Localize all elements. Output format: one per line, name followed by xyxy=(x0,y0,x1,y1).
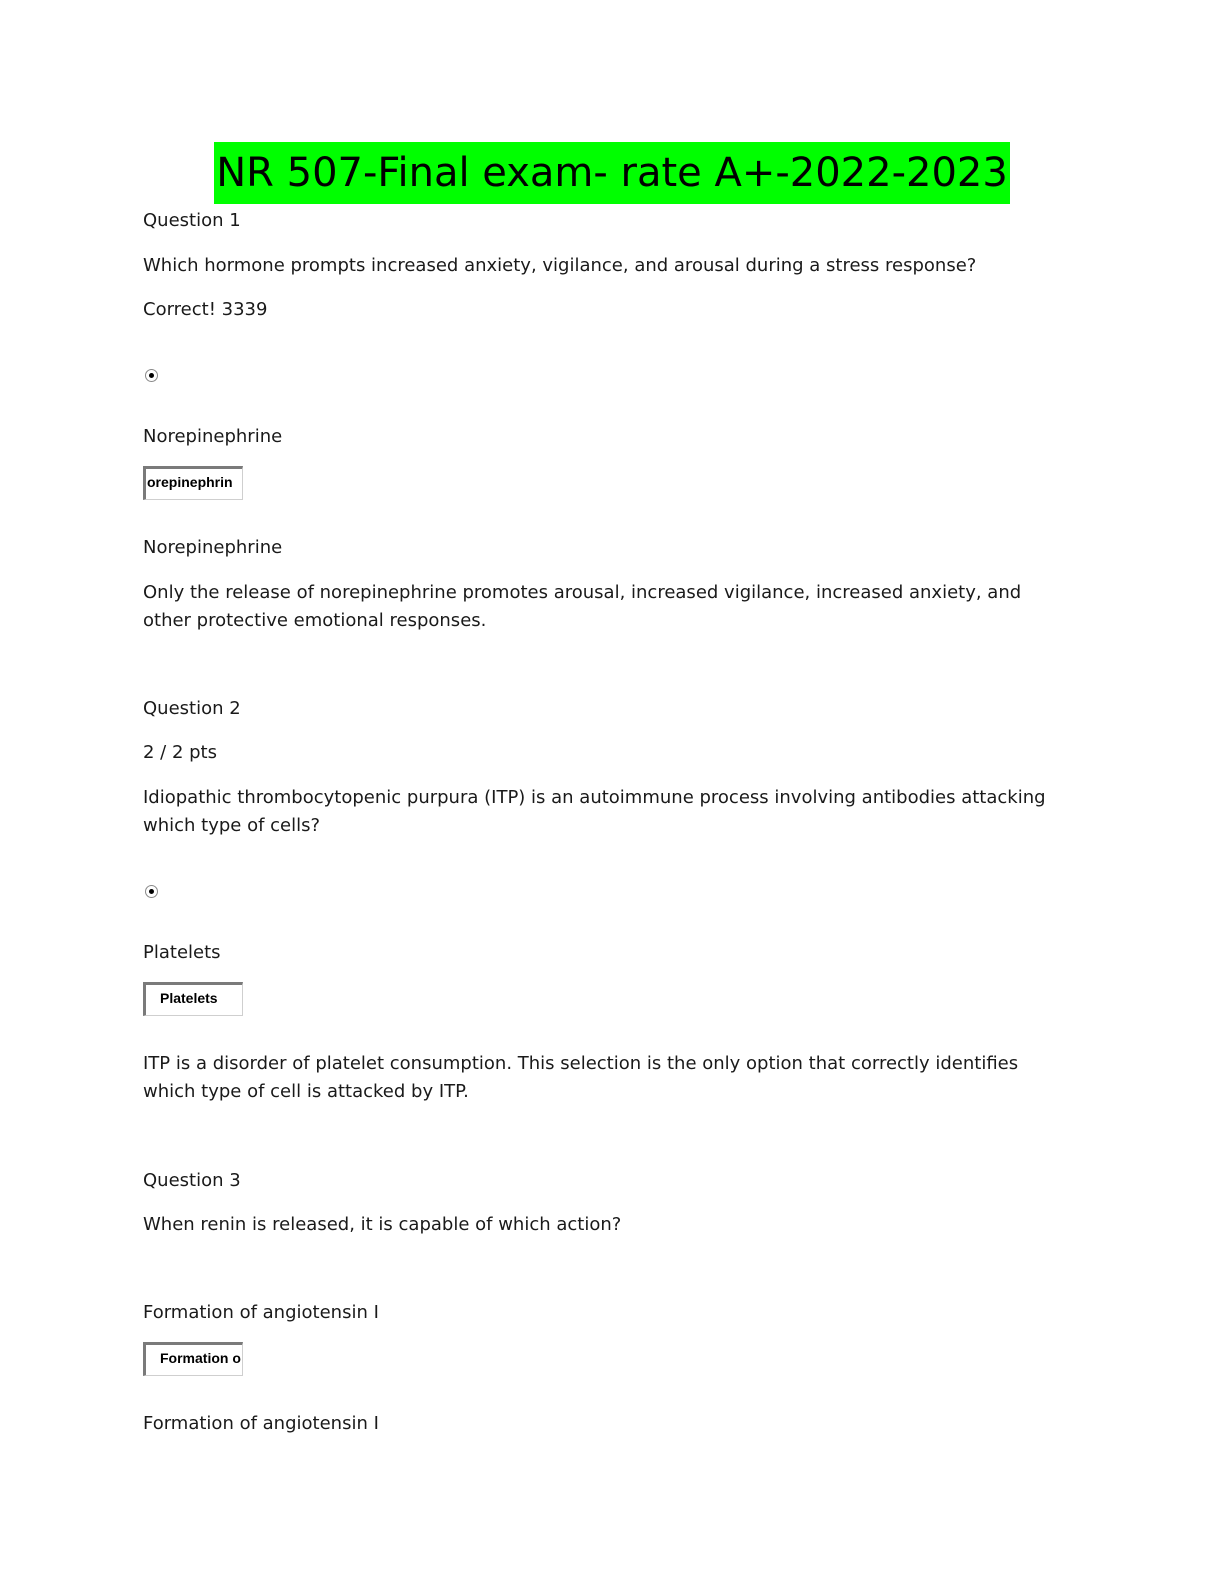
question-1-radio-selected[interactable] xyxy=(145,369,158,382)
question-1-answer-label: Norepinephrine xyxy=(143,426,283,447)
question-1-header: Question 1 xyxy=(143,210,241,231)
question-2-answer-box[interactable] xyxy=(143,982,243,1016)
question-1-answer-repeat: Norepinephrine xyxy=(143,537,283,558)
question-1-explanation: Only the release of norepinephrine promotes arousal, increased vigilance, increased anxiety, and other protective emotional responses. xyxy=(143,582,1022,631)
question-1-prompt: Which hormone prompts increased anxiety, vigilance, and arousal during a stress response? xyxy=(143,255,977,276)
question-1-answer-box-text: orepinephrin xyxy=(147,474,233,490)
title-container xyxy=(0,142,1224,204)
question-3-answer-box[interactable] xyxy=(143,1342,243,1376)
question-1-status: Correct! 3339 xyxy=(143,299,268,320)
question-2-answer-label: Platelets xyxy=(143,942,221,963)
question-3-prompt: When renin is released, it is capable of which action? xyxy=(143,1214,622,1235)
question-2-explanation: ITP is a disorder of platelet consumption. This selection is the only option that correctly identifies which type of cell is attacked by ITP. xyxy=(143,1053,1019,1102)
question-2-points: 2 / 2 pts xyxy=(143,742,217,763)
document-title: NR 507-Final exam- rate A+-2022-2023 xyxy=(214,142,1010,204)
question-3-answer-repeat: Formation of angiotensin I xyxy=(143,1413,379,1434)
question-3-header: Question 3 xyxy=(143,1170,241,1191)
question-2-radio-selected[interactable] xyxy=(145,885,158,898)
question-2-header: Question 2 xyxy=(143,698,241,719)
question-2-prompt: Idiopathic thrombocytopenic purpura (ITP) is an autoimmune process involving antibodies attacking which type of cells? xyxy=(143,787,1046,836)
question-2-answer-box-text: Platelets xyxy=(160,990,218,1006)
question-3-answer-label: Formation of angiotensin I xyxy=(143,1302,379,1323)
question-3-answer-box-text: Formation o xyxy=(160,1350,241,1366)
question-1-answer-box[interactable] xyxy=(143,466,243,500)
